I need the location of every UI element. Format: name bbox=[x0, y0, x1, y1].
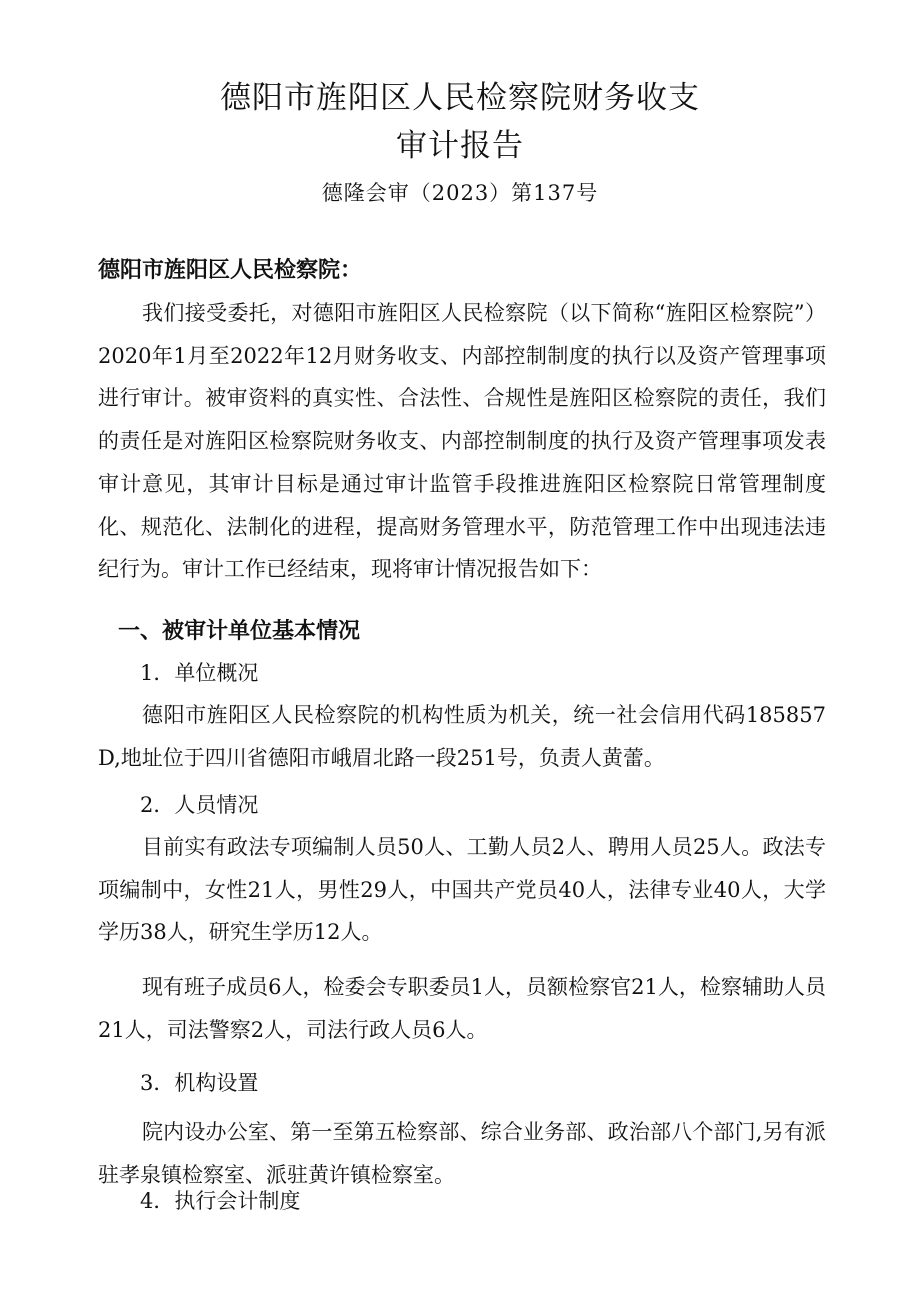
item3-paragraph: 院内设办公室、第一至第五检察部、综合业务部、政治部八个部门,另有派驻孝泉镇检察室、派驻黄许镇检察室。 bbox=[98, 1120, 826, 1187]
addressee: 德阳市旌阳区人民检察院： bbox=[98, 257, 363, 283]
document-number: 德隆会审（2023）第137号 bbox=[321, 181, 599, 205]
item2-heading: 2．人员情况 bbox=[140, 793, 259, 817]
item2-paragraph2: 现有班子成员6人，检委会专职委员1人，员额检察官21人，检察辅助人员21人，司法警察2人，司法行政人员6人。 bbox=[98, 975, 826, 1042]
report-title-line2: 审计报告 bbox=[396, 128, 524, 164]
item3-heading: 3．机构设置 bbox=[140, 1071, 259, 1095]
report-title-line1: 德阳市旌阳区人民检察院财务收支 bbox=[220, 80, 700, 116]
item1-heading: 1．单位概况 bbox=[140, 661, 259, 685]
section1-heading: 一、被审计单位基本情况 bbox=[118, 618, 361, 644]
item4-heading: 4．执行会计制度 bbox=[140, 1189, 301, 1213]
item1-paragraph: 德阳市旌阳区人民检察院的机构性质为机关，统一社会信用代码185857D,地址位于四川省德阳市峨眉北路一段251号，负责人黄蕾。 bbox=[98, 703, 826, 770]
item2-paragraph1: 目前实有政法专项编制人员50人、工勤人员2人、聘用人员25人。政法专项编制中，女性21人，男性29人，中国共产党员40人，法律专业40人，大学学历38人，研究生学历12人。 bbox=[98, 835, 826, 945]
intro-paragraph: 我们接受委托，对德阳市旌阳区人民检察院（以下简称“旌阳区检察院”）2020年1月至2022年12月财务收支、内部控制制度的执行以及资产管理事项进行审计。被审资料的真实性、合法性、合规性是旌阳区检察院的责任，我们的责任是对旌阳区检察院财务收支、内部控制制度的执行及资产管理事项发表审计意见，其审计目标是通过审计监管手段推进旌阳区检察院日常管理制度化、规范化、法制化的进程，提高财务管理水平，防范管理工作中出现违法违纪行为。审计工作已经结束，现将审计情况报告如下： bbox=[98, 301, 826, 582]
